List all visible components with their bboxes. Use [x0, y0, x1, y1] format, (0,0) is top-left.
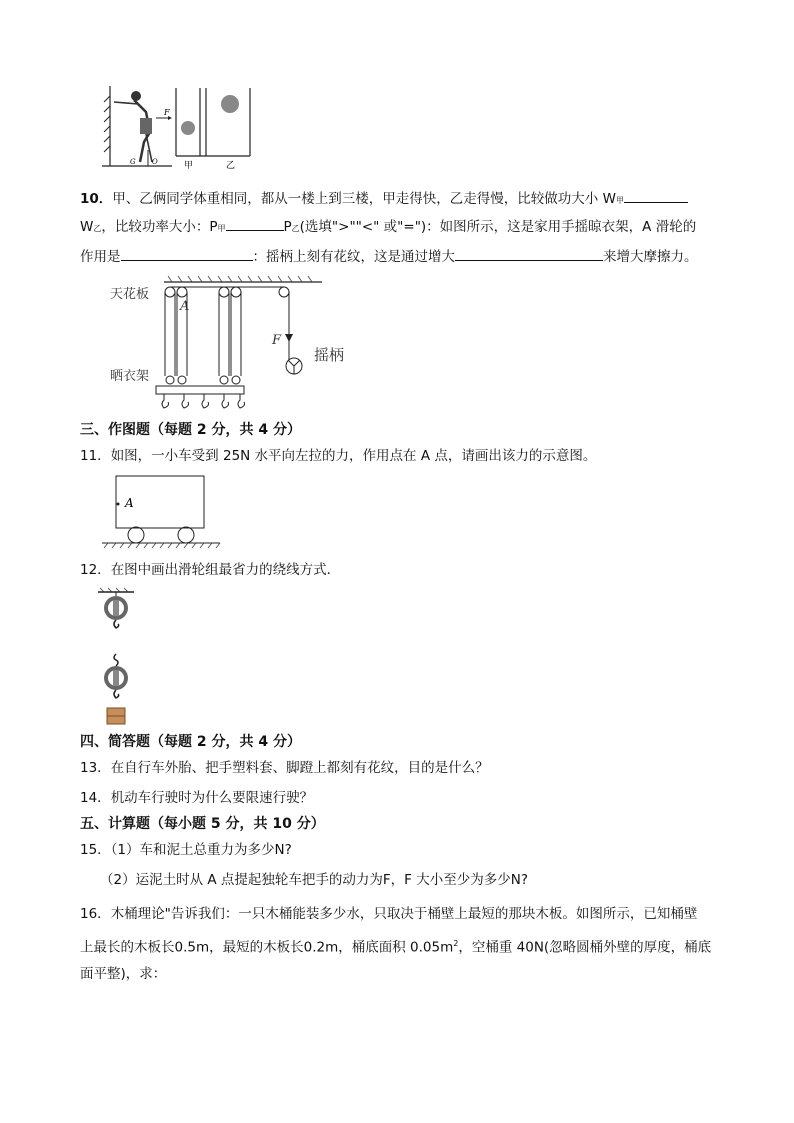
- q10-line3: 作用是 ：摇柄上刻有花纹，这是通过增大 来增大摩擦力。: [80, 246, 740, 267]
- section-3-heading: 三、作图题（每题 2 分，共 4 分）: [80, 422, 301, 438]
- q12-text: 在图中画出滑轮组最省力的绕线方式．: [110, 562, 341, 578]
- rack-label: 晒衣架: [110, 369, 150, 384]
- label-yi: 乙: [226, 161, 236, 171]
- pulley-system-figure: [94, 588, 138, 730]
- q13-text: 在自行车外胎、把手塑料套、脚蹬上都刻有花纹，目的是什么？: [110, 760, 489, 776]
- o-label: O: [152, 158, 158, 166]
- section-5-heading: 五、计算题（每小题 5 分，共 10 分）: [80, 816, 325, 832]
- q16-text-1: 木桶理论"告诉我们：一只木桶能装多少水，只取决于桶壁上最短的那块木板。如图所示，已知桶壁: [110, 906, 698, 922]
- push-wall-figure: [100, 82, 260, 172]
- q13-number: 13．: [80, 760, 111, 776]
- ceiling-label: 天花板: [110, 287, 150, 302]
- clothes-rack-figure: [108, 276, 368, 416]
- q10-number: 10．: [80, 191, 113, 207]
- crank-label: 摇柄: [314, 346, 345, 364]
- g-label: G: [130, 158, 136, 166]
- q16-number: 16．: [80, 906, 111, 922]
- label-jia: 甲: [184, 161, 194, 171]
- q10-blank-3[interactable]: [121, 246, 253, 261]
- q14-number: 14．: [80, 790, 111, 806]
- pulley-a-label: A: [180, 299, 190, 314]
- section-4-heading: 四、简答题（每题 2 分，共 4 分）: [80, 734, 301, 750]
- q12: [80, 560, 740, 580]
- q10-blank-2[interactable]: [226, 216, 284, 231]
- q15-part2: （2）运泥土时从 A 点提起独轮车把手的动力为F，F 大小至少为多少N?: [100, 872, 528, 888]
- q13: [80, 758, 740, 778]
- q10-line1: 10．甲、乙俩同学体重相同，都从一楼上到三楼，甲走得快，乙走得慢，比较做功大小 W甲: [80, 188, 740, 211]
- q10-blank-1[interactable]: [624, 188, 688, 203]
- force-f-label: F: [272, 333, 282, 348]
- q15-part1: [80, 840, 740, 860]
- cart-figure: [100, 474, 224, 548]
- q15-part1-text: （1）车和泥土总重力为多少N?: [110, 842, 292, 858]
- q10-blank-4[interactable]: [455, 246, 603, 261]
- q14: [80, 788, 740, 808]
- q16-line1: [80, 904, 740, 924]
- q14-text: 机动车行驶时为什么要限速行驶？: [110, 790, 314, 806]
- q15-number: 15．: [80, 842, 111, 858]
- q10-line2: W乙，比较功率大小：P甲 P乙(选填">""<" 或"=")：如图所示，这是家用手摇晾衣架，A 滑轮的: [80, 216, 740, 239]
- q12-number: 12．: [80, 562, 111, 578]
- q16-line2: 上最长的木板长0.5m，最短的木板长0.2m，桶底面积 $0.05m^2$，空桶重 40N(忽略圆桶外壁的厚度，桶底: [80, 939, 712, 956]
- point-a-label: A: [125, 496, 134, 510]
- q11: [80, 446, 740, 466]
- q10-text-1: 甲、乙俩同学体重相同，都从一楼上到三楼，甲走得快，乙走得慢，比较做功大小 W: [112, 191, 616, 207]
- force-f-label: F: [164, 108, 170, 117]
- q11-number: 11．: [80, 448, 111, 464]
- q11-text: 如图，一小车受到 25N 水平向左拉的力，作用点在 A 点，请画出该力的示意图。: [110, 448, 597, 464]
- q16-line3: 面平整)，求：: [80, 966, 167, 982]
